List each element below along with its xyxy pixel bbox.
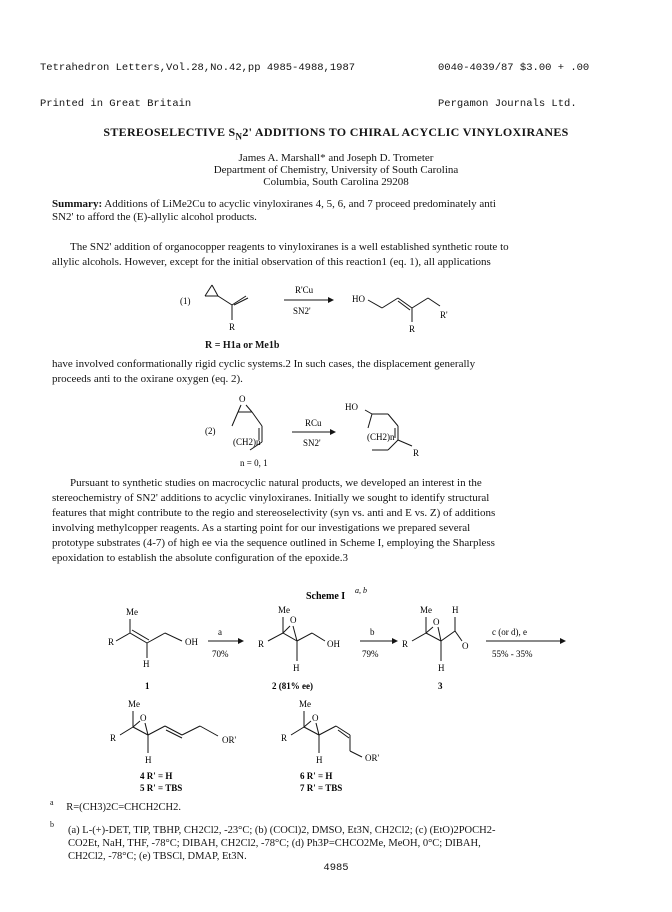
issn-block (438, 38, 589, 122)
cmpd1-r: R (108, 637, 115, 647)
footnote-b-line-1: (a) L-(+)-DET, TIP, TBHP, CH2Cl2, -23°C; (b) (COCl)2, DMSO, Et3N, CH2Cl2; (c) (EtO)2POCH2- (68, 825, 496, 836)
eq1-number: (1) (180, 296, 191, 306)
eq2-n-definition: n = 0, 1 (240, 458, 268, 468)
paragraph-3 (52, 476, 620, 566)
para2-line-2: proceeds anti to the oxirane oxygen (eq. 2). (52, 373, 243, 385)
yield-a: 70% (212, 649, 229, 659)
scheme-1 (0, 583, 672, 798)
cmpd45-me: Me (128, 699, 140, 709)
scheme-title-sup: a, b (355, 586, 367, 595)
cmpd1-oh: OH (185, 637, 198, 647)
cmpd3-label: 3 (438, 681, 443, 691)
eq1-r-definition: R = H1a or Me1b (205, 340, 280, 351)
authors: James A. Marshall* and Joseph D. Trometer (238, 152, 434, 164)
eq1-reagent: R'Cu (295, 285, 314, 295)
cmpd67-h: H (316, 755, 323, 765)
equation-1 (0, 278, 672, 348)
footnote-b-line-2: CO2Et, NaH, THF, -78°C; DIBAH, CH2Cl2, -78°C; (d) Ph3P=CHCO2Me, MeOH, 0°C; DIBAH, (68, 838, 481, 849)
eq2-reagent: RCu (305, 418, 322, 428)
compound-2-structure (268, 617, 325, 661)
cmpd7-label: 7 R' = TBS (300, 783, 343, 793)
cmpd67-or: OR' (365, 753, 380, 763)
cmpd45-h: H (145, 755, 152, 765)
eq1-r-product: R (409, 324, 416, 334)
cmpd45-o: O (140, 713, 147, 723)
journal-citation (40, 38, 355, 122)
title-part-1: STEREOSELECTIVE S (103, 125, 236, 139)
affiliation-2: Columbia, South Carolina 29208 (263, 176, 409, 188)
page-number: 4985 (323, 862, 349, 874)
eq2-condition: SN2' (303, 438, 321, 448)
para3-line-4: involving methylcopper reagents. As a starting point for our investigations we prepared several (52, 522, 471, 534)
cmpd3-o-ald: O (462, 641, 469, 651)
cmpd5-label: 5 R' = TBS (140, 783, 183, 793)
title-subscript: N (235, 131, 243, 142)
yield-cde: 55% - 35% (492, 649, 533, 659)
footnote-b-line-3: CH2Cl2, -78°C; (e) TBSCl, DMAP, Et3N. (68, 851, 247, 862)
footnote-b (68, 824, 628, 863)
yield-b: 79% (362, 649, 379, 659)
cmpd3-r: R (402, 639, 409, 649)
arrow-a-head (238, 638, 244, 644)
para3-line-5: prototype substrates (4-7) of high ee via the sequence outlined in Scheme I, employing the Sharpless (52, 537, 495, 549)
eq1-arrowhead (328, 297, 334, 303)
para3-line-2: stereochemistry of SN2' additions to acyclic vinyloxiranes. Initially we sought to identify structural (52, 492, 490, 504)
cmpd1-label: 1 (145, 681, 150, 691)
para3-line-1: Pursuant to synthetic studies on macrocyclic natural products, we developed an interest in the (70, 477, 482, 489)
cmpd6-label: 6 R' = H (300, 771, 333, 781)
compound-1-structure (116, 619, 182, 658)
footnote-b-mark: b (50, 820, 54, 829)
eq1-r-label: R (229, 322, 236, 332)
para1-line-2: allylic alcohols. However, except for the initial observation of this reaction1 (eq. 1), all applications (52, 256, 491, 268)
para2-line-1: have involved conformationally rigid cyclic systems.2 In such cases, the displacement generally (52, 358, 476, 370)
eq1-rprime: R' (440, 310, 448, 320)
allylic-alcohol-structure (368, 298, 440, 322)
eq2-number: (2) (205, 426, 216, 436)
cmpd3-h-top: H (452, 605, 459, 615)
eq2-arrowhead (330, 429, 336, 435)
eq2-oxygen: O (239, 394, 246, 404)
summary (52, 198, 620, 224)
paragraph-2 (52, 357, 620, 387)
eq2-ring: (CH2)n (233, 437, 261, 447)
eq1-ho: HO (352, 294, 365, 304)
issn-line-2: Pergamon Journals Ltd. (438, 98, 577, 110)
cmpd1-me: Me (126, 607, 138, 617)
cmpd2-label: 2 (81% ee) (272, 681, 313, 691)
issn-line-1: 0040-4039/87 $3.00 + .00 (438, 62, 590, 74)
arrow-b-head (392, 638, 398, 644)
vinyloxirane-structure (205, 285, 248, 320)
step-a: a (218, 627, 222, 637)
para3-line-6: epoxidation to establish the absolute configuration of the epoxide.3 (52, 552, 349, 564)
affiliation-1: Department of Chemistry, University of South Carolina (213, 164, 459, 176)
compound-6-7-structure (291, 711, 362, 757)
cmpd2-r: R (258, 639, 265, 649)
cmpd2-h: H (293, 663, 300, 673)
cmpd3-me: Me (420, 605, 432, 615)
cmpd1-h: H (143, 659, 150, 669)
para3-line-3: features that might contribute to the regio and stereoselectivity (syn vs. anti and E vs. Z) of additions (52, 507, 496, 519)
paragraph-1 (52, 240, 620, 270)
footnote-a-text: R=(CH3)2C=CHCH2CH2. (66, 801, 182, 813)
journal-line-2: Printed in Great Britain (40, 98, 192, 110)
cmpd45-r: R (110, 733, 117, 743)
cmpd67-r: R (281, 733, 288, 743)
para1-line-1: The SN2' addition of organocopper reagents to vinyloxiranes is a well established synthetic route to (70, 241, 509, 253)
cmpd2-o: O (290, 615, 297, 625)
footnote-a-mark: a (50, 798, 54, 807)
cmpd3-h: H (438, 663, 445, 673)
scheme-title: Scheme I (306, 591, 346, 602)
eq2-r: R (413, 448, 420, 458)
equation-2 (0, 392, 672, 472)
cmpd2-oh: OH (327, 639, 340, 649)
cmpd67-o: O (312, 713, 319, 723)
cmpd45-or: OR' (222, 735, 237, 745)
article-title (0, 125, 672, 141)
footnote-a (50, 796, 181, 814)
summary-label: Summary: (52, 198, 103, 210)
cmpd4-label: 4 R' = H (140, 771, 173, 781)
eq1-condition: SN2' (293, 306, 311, 316)
step-b: b (370, 627, 375, 637)
summary-line-2: SN2' to afford the (E)-allylic alcohol products. (52, 211, 257, 223)
step-cde: c (or d), e (492, 627, 527, 637)
journal-line-1: Tetrahedron Letters,Vol.28,No.42,pp 4985-4988,1987 (40, 62, 356, 74)
eq2-ho: HO (345, 402, 358, 412)
arrow-cde-head (560, 638, 566, 644)
eq2-ring-product: (CH2)n (367, 432, 395, 442)
compound-4-5-structure (120, 711, 218, 753)
cyclic-allylic-alcohol-structure (365, 410, 412, 450)
summary-line-1: Additions of LiMe2Cu to acyclic vinyloxiranes 4, 5, 6, and 7 proceed predominately anti (102, 198, 496, 210)
cmpd2-me: Me (278, 605, 290, 615)
cmpd3-o: O (433, 617, 440, 627)
cmpd67-me: Me (299, 699, 311, 709)
title-part-2: 2' ADDITIONS TO CHIRAL ACYCLIC VINYLOXIRANES (242, 125, 569, 139)
